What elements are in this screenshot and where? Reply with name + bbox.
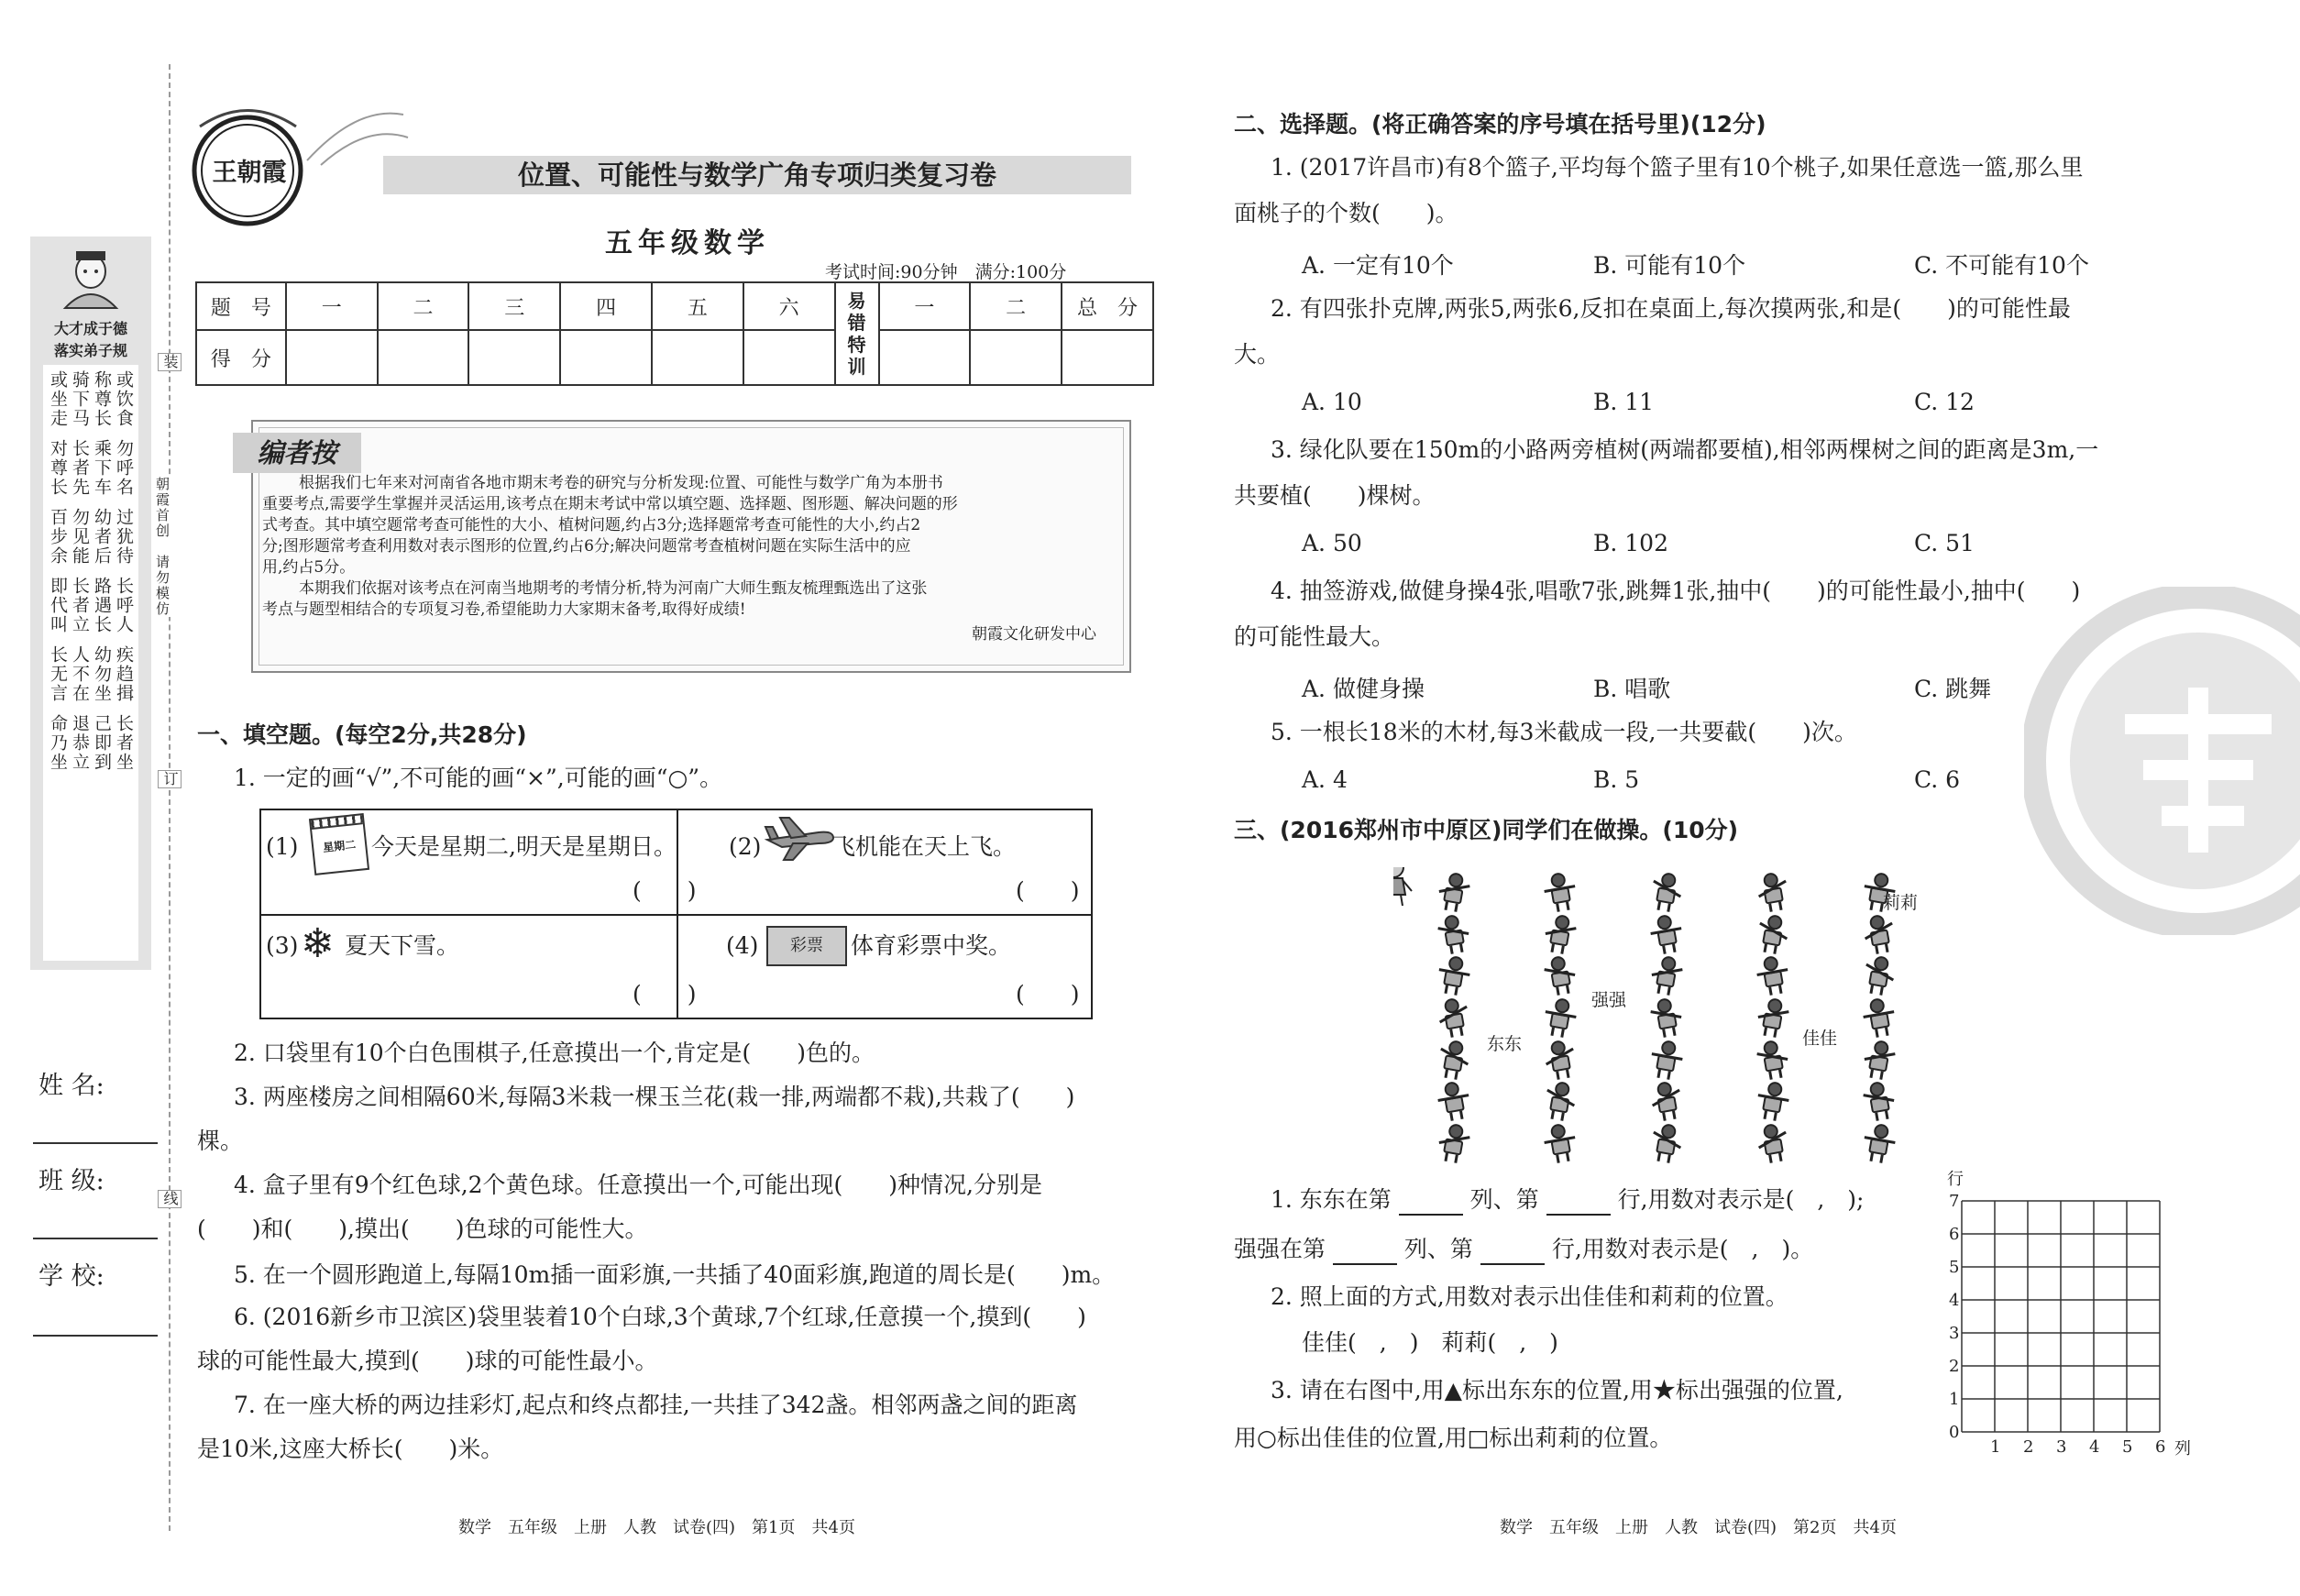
section1-title: 一、填空题。(每空2分,共28分) <box>197 721 527 748</box>
score-cell[interactable] <box>560 330 652 385</box>
rule-col: 路遇长 <box>92 577 112 634</box>
s1-q1: 1. 一定的画“√”,不可能的画“×”,可能的画“○”。 <box>234 765 723 791</box>
kids-grid <box>1401 871 1932 1164</box>
y-tick-label: 7 <box>1949 1192 1960 1211</box>
s2-q1-opt-c[interactable]: C. 不可能有10个 <box>1914 252 2089 279</box>
s2-q3b: 共要植( )棵树。 <box>1234 482 1436 509</box>
binding-line <box>169 64 171 1531</box>
score-cell[interactable] <box>970 330 1062 385</box>
class-label: 班 级: <box>39 1167 105 1195</box>
child-figure <box>1861 1038 1898 1081</box>
score-cell[interactable] <box>286 330 378 385</box>
score-header: 题 号 <box>196 282 286 330</box>
rule-col: 百步余 <box>48 508 68 566</box>
rule-col: 长者坐 <box>114 714 134 772</box>
y-tick-label: 2 <box>1949 1357 1960 1376</box>
x-tick-label: 1 <box>1990 1437 2001 1457</box>
score-cell[interactable] <box>468 330 560 385</box>
dongdong-column-blank[interactable] <box>1399 1194 1463 1216</box>
child-figure <box>1436 1038 1473 1081</box>
note-line: 根据我们七年来对河南省各地市期末考卷的研究与分析发现:位置、可能性与数学广角为本册书 <box>299 474 943 492</box>
rule-col: 勿见能 <box>70 508 90 566</box>
child-figure <box>1755 954 1792 997</box>
box2-num: (2) <box>729 833 762 860</box>
section3-title: 三、(2016郑州市中原区)同学们在做操。(10分) <box>1234 817 1739 843</box>
s2-q1b: 面桃子的个数( )。 <box>1234 200 1458 226</box>
score-header: 六 <box>743 282 835 330</box>
dongdong-row-blank[interactable] <box>1546 1194 1611 1216</box>
child-figure <box>1648 996 1686 1039</box>
editor-note-label: 编者按 <box>233 433 361 473</box>
s3-q1b-part2: 列、第 <box>1403 1236 1473 1262</box>
child-figure <box>1542 996 1579 1039</box>
binding-label: 装 <box>158 353 182 371</box>
score-cell[interactable] <box>378 330 469 385</box>
s2-q2a: 2. 有四张扑克牌,两张5,两张6,反扣在桌面上,每次摸两张,和是( )的可能性最 <box>1271 295 2071 322</box>
grid-row-label: 行 <box>1947 1170 1964 1189</box>
y-tick-label: 1 <box>1949 1390 1960 1409</box>
y-tick-label: 6 <box>1949 1225 1960 1244</box>
box2-answer[interactable]: ( ) <box>1016 877 1080 904</box>
x-tick-label: 4 <box>2089 1437 2100 1457</box>
rule-col: 幼勿坐 <box>92 645 112 703</box>
note-line: 分;图形题常考查利用数对表示图形的位置,约占6分;解决问题常考查植树问题在实际生活中的应 <box>262 537 911 556</box>
s2-q4b: 的可能性最大。 <box>1234 623 1395 650</box>
score-header-special: 易错特训 <box>835 282 879 385</box>
child-figure <box>1648 1122 1686 1165</box>
score-header: 四 <box>560 282 652 330</box>
x-tick-label: 6 <box>2155 1437 2166 1457</box>
s2-q4-opt-a[interactable]: A. 做健身操 <box>1302 676 1425 702</box>
s2-q4a: 4. 抽签游戏,做健身操4张,唱歌7张,跳舞1张,抽中( )的可能性最小,抽中( ) <box>1271 578 2081 604</box>
s2-q3-opt-c[interactable]: C. 51 <box>1914 530 1975 556</box>
motto-line-1: 大才成于德 <box>53 320 127 337</box>
rule-col: 长呼人 <box>114 577 134 634</box>
x-tick-label: 3 <box>2056 1437 2067 1457</box>
score-cell[interactable] <box>879 330 971 385</box>
s2-q5-opt-a[interactable]: A. 4 <box>1302 766 1348 793</box>
label-jiajia: 佳佳 <box>1802 1029 1838 1049</box>
s2-q2-opt-a[interactable]: A. 10 <box>1302 389 1362 415</box>
snowflake-icon: ❄ <box>301 920 335 967</box>
child-figure <box>1436 996 1473 1039</box>
child-figure <box>1755 870 1792 913</box>
child-figure <box>1861 1080 1898 1123</box>
rule-col: 骑下马 <box>70 370 90 428</box>
motto-line-2: 落实弟子规 <box>53 342 127 359</box>
child-figure <box>1436 912 1473 955</box>
rule-col: 称尊长 <box>92 370 112 428</box>
s1-q7b: 是10米,这座大桥长( )米。 <box>197 1436 504 1462</box>
rule-col: 人不在 <box>70 645 90 703</box>
s2-q1-opt-a[interactable]: A. 一定有10个 <box>1302 252 1454 279</box>
rule-col: 长者先 <box>70 439 90 497</box>
name-label: 姓 名: <box>39 1072 105 1100</box>
s1-q5: 5. 在一个圆形跑道上,每隔10m插一面彩旗,一共插了40面彩旗,跑道的周长是( )m。 <box>234 1261 1116 1288</box>
rule-col: 命乃坐 <box>48 714 68 772</box>
child-figure <box>1542 870 1579 913</box>
exam-info: 考试时间:90分钟 满分:100分 <box>825 262 1067 282</box>
rule-col: 对尊长 <box>48 439 68 497</box>
subtitle: 五年级数学 <box>605 227 770 259</box>
s3-q1b-part3: 行,用数对表示是( , )。 <box>1551 1236 1814 1262</box>
note-line: 用,约占5分。 <box>262 558 356 577</box>
child-figure <box>1436 1122 1473 1165</box>
s1-q4b: ( )和( ),摸出( )色球的可能性大。 <box>197 1216 648 1242</box>
s1-q2: 2. 口袋里有10个白色围棋子,任意摸出一个,肯定是( )色的。 <box>234 1040 875 1066</box>
rule-col: 或饮食 <box>114 370 134 428</box>
child-figure <box>1542 912 1579 955</box>
s1-q3b: 棵。 <box>197 1128 244 1154</box>
child-figure <box>1436 954 1473 997</box>
rule-col: 即代叫 <box>48 577 68 634</box>
box2-text: 飞机能在天上飞。 <box>832 833 1017 860</box>
footer-left: 数学 五年级 上册 人教 试卷(四) 第1页 共4页 <box>458 1518 855 1537</box>
s3-q2: 2. 照上面的方式,用数对表示出佳佳和莉莉的位置。 <box>1271 1283 1788 1310</box>
binding-note: 朝霞首创 请勿模仿 <box>154 477 171 617</box>
child-figure <box>1861 996 1898 1039</box>
grid-col-label: 列 <box>2174 1439 2191 1458</box>
s2-q3-opt-a[interactable]: A. 50 <box>1302 530 1362 556</box>
child-figure <box>1542 1080 1579 1123</box>
s3-q2-answer[interactable]: 佳佳( , ) 莉莉( , ) <box>1302 1329 1558 1356</box>
s2-q2-opt-b[interactable]: B. 11 <box>1593 389 1655 415</box>
binding-label: 订 <box>158 770 182 788</box>
lottery-label: 彩票 <box>790 936 823 955</box>
coordinate-grid[interactable] <box>1947 1186 2204 1461</box>
y-tick-label: 4 <box>1949 1291 1960 1310</box>
s2-q5-opt-b[interactable]: B. 5 <box>1593 766 1640 793</box>
s3-q1a <box>1271 1184 1864 1216</box>
rules-panel <box>43 365 138 961</box>
s3-q1a-part1: 1. 东东在第 <box>1271 1186 1392 1213</box>
child-figure <box>1861 912 1898 955</box>
box1-answer[interactable]: ( ) <box>633 877 697 904</box>
score-header: 一 <box>879 282 971 330</box>
score-header: 二 <box>970 282 1062 330</box>
child-figure <box>1542 1122 1579 1165</box>
rule-col: 长者立 <box>70 577 90 634</box>
s2-q5: 5. 一根长18米的木材,每3米截成一段,一共要截( )次。 <box>1271 719 1857 745</box>
child-figure <box>1861 954 1898 997</box>
note-line: 本期我们依据对该考点在河南当地期考的考情分析,特为河南广大师生甄友梳理甄选出了这张 <box>299 579 928 598</box>
footer-right: 数学 五年级 上册 人教 试卷(四) 第2页 共4页 <box>1500 1518 1897 1537</box>
box4-num: (4) <box>726 932 759 959</box>
binding-label: 线 <box>158 1190 182 1208</box>
motto-sidebar <box>30 237 151 970</box>
note-signature: 朝霞文化研发中心 <box>972 625 1096 644</box>
box3-text: 夏天下雪。 <box>345 932 460 959</box>
scholar-figure-icon <box>56 244 126 314</box>
qiangqiang-row-blank[interactable] <box>1480 1243 1545 1265</box>
score-row-label: 得 分 <box>196 330 286 385</box>
box1-num: (1) <box>266 833 299 860</box>
score-header: 一 <box>286 282 378 330</box>
child-figure <box>1755 1038 1792 1081</box>
rule-col: 过犹待 <box>114 508 134 566</box>
child-figure <box>1648 912 1686 955</box>
box3-num: (3) <box>266 932 299 959</box>
label-dongdong: 东东 <box>1487 1034 1523 1054</box>
score-header: 三 <box>468 282 560 330</box>
calendar-label: 星期二 <box>322 838 357 854</box>
school-field[interactable] <box>33 1335 158 1337</box>
section2-title: 二、选择题。(将正确答案的序号填在括号里)(12分) <box>1234 111 1766 138</box>
note-line: 式考查。其中填空题常考查可能性的大小、植树问题,约占3分;选择题常考查可能性的大小,约占2 <box>262 516 921 534</box>
box1-text: 今天是星期二,明天是星期日。 <box>371 833 677 860</box>
child-figure <box>1542 954 1579 997</box>
child-figure <box>1648 1038 1686 1081</box>
class-field[interactable] <box>33 1238 158 1239</box>
lottery-ticket-icon <box>766 926 847 966</box>
child-figure <box>1755 912 1792 955</box>
x-tick-label: 5 <box>2122 1437 2133 1457</box>
rule-col: 乘下车 <box>92 439 112 497</box>
label-qiangqiang: 强强 <box>1591 990 1627 1010</box>
rule-col: 勿呼名 <box>114 439 134 497</box>
page-title: 位置、可能性与数学广角专项归类复习卷 <box>517 160 996 191</box>
score-cell[interactable] <box>652 330 743 385</box>
y-tick-label: 5 <box>1949 1258 1960 1277</box>
rule-col: 疾趋揖 <box>114 645 134 703</box>
s3-q1b-part1: 强强在第 <box>1234 1236 1326 1262</box>
label-lili: 莉莉 <box>1883 893 1919 913</box>
s2-q1-opt-b[interactable]: B. 可能有10个 <box>1593 252 1746 279</box>
s1-q6a: 6. (2016新乡市卫滨区)袋里装着10个白球,3个黄球,7个红球,任意摸一个,摸到( ) <box>234 1304 1086 1330</box>
s2-q2-opt-c[interactable]: C. 12 <box>1914 389 1975 415</box>
editor-note-body <box>262 473 1124 645</box>
score-header: 五 <box>652 282 743 330</box>
s3-q1a-part3: 行,用数对表示是( , ); <box>1617 1186 1865 1213</box>
child-figure <box>1436 870 1473 913</box>
child-figure <box>1648 1080 1686 1123</box>
child-figure <box>1648 870 1686 913</box>
box4-text: 体育彩票中奖。 <box>851 932 1012 959</box>
box3-answer[interactable]: ( ) <box>633 981 697 1007</box>
rule-col: 己即到 <box>92 714 112 772</box>
s1-q7a: 7. 在一座大桥的两边挂彩灯,起点和终点都挂,一共挂了342盏。相邻两盏之间的距离 <box>234 1392 1078 1418</box>
airplane-icon <box>764 812 837 864</box>
score-cell[interactable] <box>1062 330 1153 385</box>
y-tick-label: 3 <box>1949 1324 1960 1343</box>
s3-q1a-part2: 列、第 <box>1469 1186 1539 1213</box>
s3-q3a: 3. 请在右图中,用▲标出东东的位置,用★标出强强的位置, <box>1271 1377 1843 1403</box>
rule-col: 幼者后 <box>92 508 112 566</box>
rule-col: 或坐走 <box>48 370 68 428</box>
s2-q3a: 3. 绿化队要在150m的小路两旁植树(两端都要植),相邻两棵树之间的距离是3m,一 <box>1271 436 2099 463</box>
school-label: 学 校: <box>39 1262 105 1291</box>
child-figure <box>1755 996 1792 1039</box>
brand-logo-text: 王朝霞 <box>212 159 287 187</box>
child-figure <box>1648 954 1686 997</box>
score-cell[interactable] <box>743 330 835 385</box>
s1-q3a: 3. 两座楼房之间相隔60米,每隔3米栽一棵玉兰花(栽一排,两端都不栽),共栽了( ) <box>234 1084 1075 1110</box>
s2-q5-opt-c[interactable]: C. 6 <box>1914 766 1961 793</box>
box4-answer[interactable]: ( ) <box>1016 981 1080 1007</box>
calendar-icon <box>309 813 369 875</box>
y-tick-label: 0 <box>1949 1423 1960 1442</box>
child-figure <box>1755 1080 1792 1123</box>
child-figure <box>1861 1122 1898 1165</box>
score-header: 总 分 <box>1062 282 1153 330</box>
child-figure <box>1436 1080 1473 1123</box>
s3-q3b: 用○标出佳佳的位置,用□标出莉莉的位置。 <box>1234 1425 1673 1451</box>
s2-q4-opt-c[interactable]: C. 跳舞 <box>1914 676 1992 702</box>
x-tick-label: 2 <box>2023 1437 2034 1457</box>
rule-col: 长无言 <box>48 645 68 703</box>
qiangqiang-column-blank[interactable] <box>1333 1243 1397 1265</box>
child-figure <box>1542 1038 1579 1081</box>
s3-q1b <box>1234 1234 1813 1265</box>
s2-q2b: 大。 <box>1234 341 1281 368</box>
watermark-seal <box>2024 587 2300 935</box>
rule-col: 退恭立 <box>70 714 90 772</box>
name-field[interactable] <box>33 1142 158 1144</box>
child-figure <box>1755 1122 1792 1165</box>
score-header: 二 <box>378 282 469 330</box>
s2-q3-opt-b[interactable]: B. 102 <box>1593 530 1668 556</box>
s2-q1a: 1. (2017许昌市)有8个篮子,平均每个篮子里有10个桃子,如果任意选一篮,那么里 <box>1271 154 2084 181</box>
s2-q4-opt-b[interactable]: B. 唱歌 <box>1593 676 1671 702</box>
s1-q4a: 4. 盒子里有9个红色球,2个黄色球。任意摸出一个,可能出现( )种情况,分别是 <box>234 1172 1042 1198</box>
note-line: 重要考点,需要学生掌握并灵活运用,该考点在期末考试中常以填空题、选择题、图形题、解决问题的形 <box>262 495 958 513</box>
s1-q6b: 球的可能性最大,摸到( )球的可能性最小。 <box>197 1348 658 1374</box>
note-line: 考点与题型相结合的专项复习卷,希望能助力大家期末备考,取得好成绩! <box>262 600 746 619</box>
score-table <box>195 281 1154 386</box>
